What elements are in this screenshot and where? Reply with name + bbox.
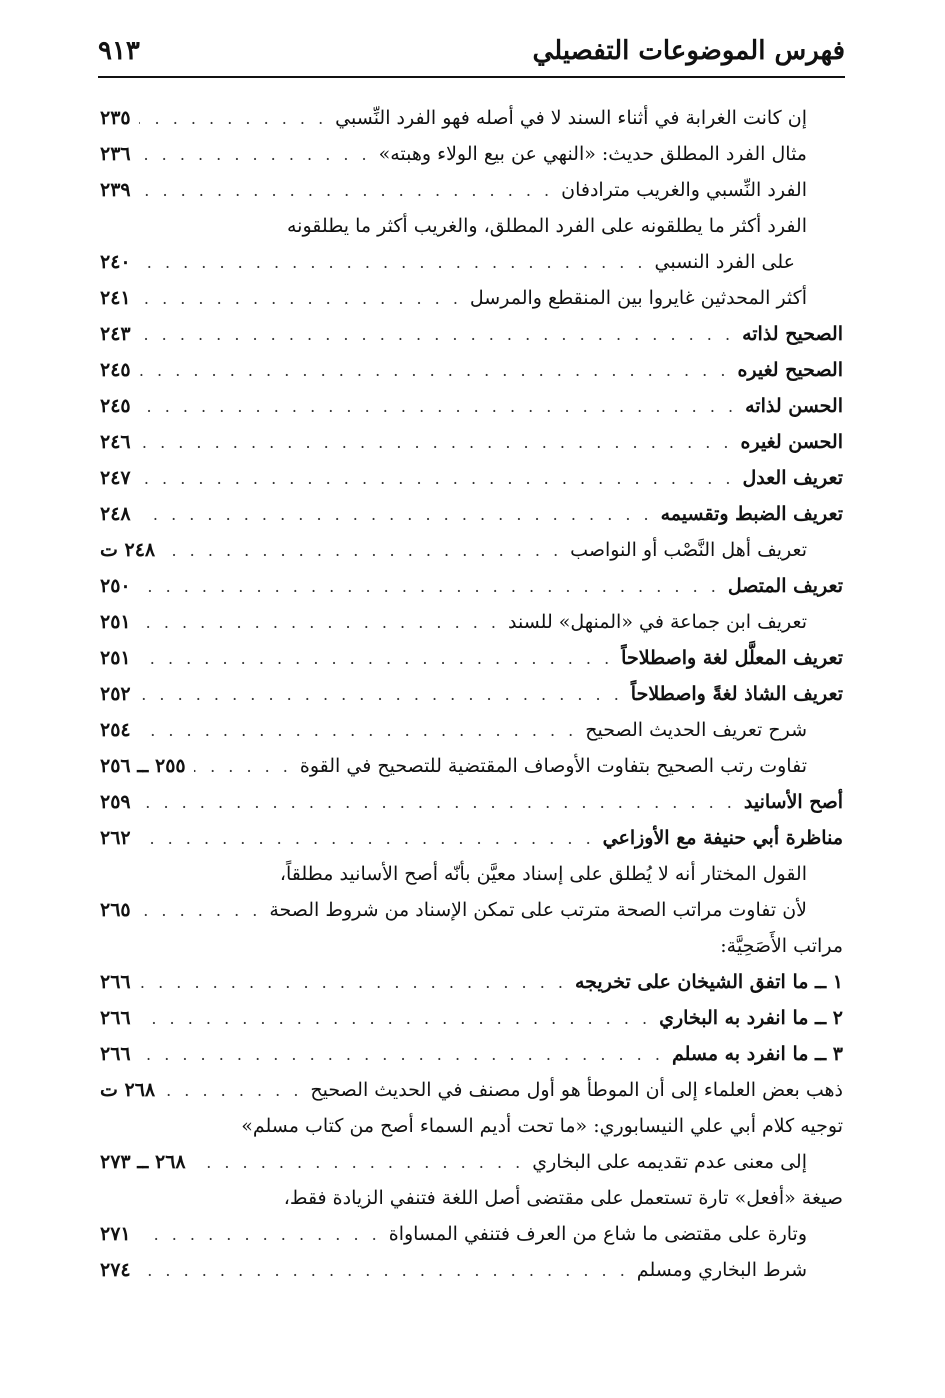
entry-text: تعريف المعلَّل لغة واصطلاحاً [621, 647, 843, 669]
index-entry [100, 680, 843, 712]
leader-dots [139, 177, 554, 205]
entry-text: وتارة على مقتضى ما شاع من العرف فتنفي المساواة [388, 1223, 807, 1245]
index-entry [100, 104, 807, 136]
entry-text: تعريف المتصل [727, 575, 843, 597]
leader-dots [139, 429, 733, 457]
entry-page: ٢٥١ [100, 611, 131, 633]
entry-text: توجيه كلام أبي علي النيسابوري: «ما تحت أديم السماء أصح من كتاب مسلم» [241, 1115, 843, 1137]
leader-dots [139, 969, 567, 997]
entry-page: ٢٥١ [100, 647, 131, 669]
leader-dots [139, 465, 735, 493]
entry-text: القول المختار أنه لا يُطلق على إسناد معيَّن بأنّه أصح الأسانيد مطلقاً، [279, 863, 807, 885]
entry-text: صيغة «أفعل» تارة تستعمل على مقتضى أصل اللغة فتنفي الزيادة فقط، [283, 1187, 843, 1209]
leader-dots [139, 645, 614, 673]
leader-dots [163, 537, 562, 565]
entry-text: شرح تعريف الحديث الصحيح [585, 719, 807, 741]
index-entry [100, 1148, 807, 1180]
entry-text: الحسن لذاته [745, 395, 843, 417]
index-entry [100, 464, 843, 496]
entry-page: ٢٤٧ [100, 467, 131, 489]
leader-dots [139, 141, 371, 169]
entry-text: مراتب الأَصَحِيَّة: [720, 935, 843, 957]
entry-page: ٢٦٦ [100, 1043, 131, 1065]
index-entry [100, 536, 807, 568]
entry-page: ٢٥٤ [100, 719, 131, 741]
entry-page: ٢٤٠ [100, 251, 131, 273]
leader-dots [139, 1005, 651, 1033]
leader-dots [139, 681, 623, 709]
entry-page: ٢٣٥ [100, 107, 131, 129]
index-entry [100, 284, 807, 316]
entry-text: الفرد النِّسبي والغريب مترادفان [561, 179, 807, 201]
index-entry [100, 1220, 807, 1252]
index-entry [100, 356, 843, 388]
entry-page: ٢٧١ [100, 1223, 131, 1245]
entry-text: ١ ــ ما اتفق الشيخان على تخريجه [574, 971, 843, 993]
index-entry [100, 572, 843, 604]
entry-page: ٢٤١ [100, 287, 131, 309]
entry-page: ٢٤٨ ت [100, 539, 156, 561]
index-entry [100, 608, 807, 640]
leader-dots [139, 285, 462, 313]
leader-dots [194, 753, 292, 781]
index-entry [100, 932, 843, 964]
leader-dots [139, 1221, 381, 1249]
index-entry [100, 500, 843, 532]
index-entry [100, 1004, 843, 1036]
entry-text: ذهب بعض العلماء إلى أن الموطأ هو أول مصنف في الحديث الصحيح [310, 1079, 843, 1101]
entry-text: مناظرة أبي حنيفة مع الأوزاعي [602, 827, 843, 849]
index-entry [100, 176, 807, 208]
entry-text: تعريف ابن جماعة في «المنهل» للسند [508, 611, 807, 633]
leader-dots [139, 321, 734, 349]
leader-dots [139, 249, 647, 277]
leader-dots [139, 897, 262, 925]
entry-text: تعريف الشاذ لغةً واصطلاحاً [630, 683, 843, 705]
index-entry [100, 1040, 843, 1072]
index-entry [100, 716, 807, 748]
entry-page: ٢٤٦ [100, 431, 131, 453]
leader-dots [139, 609, 500, 637]
entry-page: ٢٥٩ [100, 791, 131, 813]
entry-page: ٢٣٩ [100, 179, 131, 201]
leader-dots [139, 789, 736, 817]
entry-text: الفرد أكثر ما يطلقونه على الفرد المطلق، والغريب أكثر ما يطلقونه [287, 215, 807, 237]
index-entry [100, 1076, 843, 1108]
entry-page: ٢٥٥ ــ ٢٥٦ [100, 755, 186, 777]
running-title: فهرس الموضوعات التفصيلي [532, 36, 845, 66]
index-entry [100, 140, 807, 172]
leader-dots [139, 825, 595, 853]
entry-page: ٢٥٠ [100, 575, 131, 597]
entry-page: ٢٦٨ ــ ٢٧٣ [100, 1151, 186, 1173]
entry-text: مثال الفرد المطلق حديث: «النهي عن بيع الولاء وهبته» [378, 143, 807, 165]
index-entry [100, 824, 843, 856]
entry-page: ٢٦٦ [100, 1007, 131, 1029]
entry-text: ٣ ــ ما انفرد به مسلم [671, 1043, 843, 1065]
entry-text: إن كانت الغرابة في أثناء السند لا في أصله فهو الفرد النِّسبي [335, 107, 807, 129]
entry-text: لأن تفاوت مراتب الصحة مترتب على تمكن الإسناد من شروط الصحة [269, 899, 807, 921]
leader-dots [139, 1257, 629, 1285]
entry-page: ٢٤٨ [100, 503, 131, 525]
entry-text: الصحيح لذاته [742, 323, 843, 345]
entry-text: تعريف العدل [742, 467, 843, 489]
page-header [98, 30, 845, 74]
entry-text: إلى معنى عدم تقديمه على البخاري [532, 1151, 807, 1173]
index-entry [100, 788, 843, 820]
leader-dots [163, 1077, 302, 1105]
entry-text: ٢ ــ ما انفرد به البخاري [659, 1007, 843, 1029]
entry-page: ٢٤٣ [100, 323, 131, 345]
entry-text: شرط البخاري ومسلم [636, 1259, 807, 1281]
entry-page: ٢٣٦ [100, 143, 131, 165]
entry-page: ٢٤٥ [100, 395, 131, 417]
header-page-number: ٩١٣ [98, 36, 140, 66]
entry-page: ٢٤٥ [100, 359, 131, 381]
entry-text: تفاوت رتب الصحيح بتفاوت الأوصاف المقتضية للتصحيح في القوة [299, 755, 807, 777]
index-entry [100, 752, 807, 784]
entry-page: ٢٦٦ [100, 971, 131, 993]
entry-page: ٢٦٨ ت [100, 1079, 156, 1101]
leader-dots [139, 105, 328, 133]
leader-dots [139, 501, 653, 529]
header-rule [98, 76, 845, 78]
leader-dots [139, 717, 578, 745]
index-entry [100, 248, 795, 280]
leader-dots [139, 573, 720, 601]
index-entry [100, 1184, 843, 1216]
index-entry [100, 896, 807, 928]
entry-text: أكثر المحدثين غايروا بين المنقطع والمرسل [469, 287, 807, 309]
index-entry [100, 860, 807, 892]
entry-text: تعريف أهل النَّصْب أو النواصب [570, 539, 807, 561]
index-entry [100, 428, 843, 460]
index-entry [100, 1256, 807, 1288]
index-entry [100, 320, 843, 352]
index-entry [100, 392, 843, 424]
leader-dots [139, 1041, 664, 1069]
entry-text: الصحيح لغيره [737, 359, 843, 381]
leader-dots [194, 1149, 525, 1177]
leader-dots [139, 357, 730, 385]
entry-text: الحسن لغيره [740, 431, 843, 453]
entry-text: أصح الأسانيد [743, 791, 843, 813]
entry-text: على الفرد النسبي [654, 251, 795, 273]
entry-text: تعريف الضبط وتقسيمه [660, 503, 843, 525]
entry-page: ٢٦٥ [100, 899, 131, 921]
index-entry [100, 968, 843, 1000]
leader-dots [139, 393, 737, 421]
index-entry [100, 644, 843, 676]
entry-page: ٢٧٤ [100, 1259, 131, 1281]
entry-page: ٢٦٢ [100, 827, 131, 849]
index-entry [100, 1112, 843, 1144]
index-entry [100, 212, 807, 244]
entry-page: ٢٥٢ [100, 683, 131, 705]
